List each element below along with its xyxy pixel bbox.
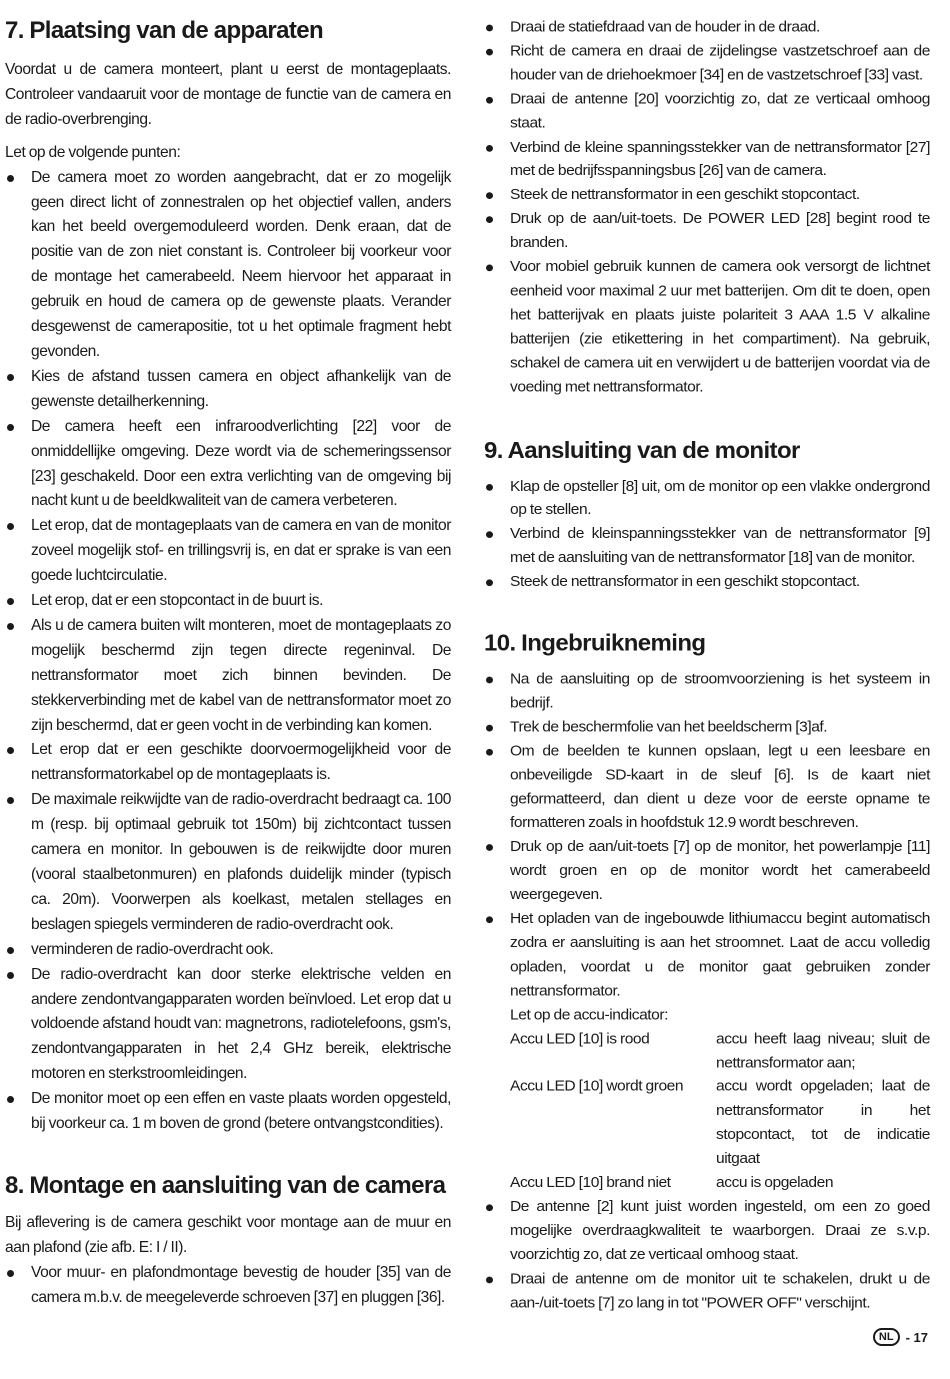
- language-badge: NL: [873, 1328, 900, 1346]
- section-7-intro: Voordat u de camera monteert, plant u eerst de montageplaats. Controleer vandaaruit voor de montage de functie van de camera en de radio-overbrenging.: [5, 61, 451, 128]
- bullet-icon: [486, 1276, 493, 1283]
- bullet-icon: [7, 623, 14, 630]
- bullet-icon: [7, 1270, 14, 1277]
- section-10-list: [484, 668, 930, 1004]
- bullet-icon: [7, 947, 14, 954]
- bullet-icon: [7, 1096, 14, 1103]
- list-item: De maximale reikwijdte van de radio-overdracht bedraagt ca. 100 m (resp. bij optimaal gebruik tot 150m) bij zichtcontact tussen camera en monitor. In gebouwen is de reikwijdte door muren (vooral staalbetonmuren) en plafonds duidelijk minder (typisch ca. 20m). Voorwerpen als koelkast, metalen stellages en beslagen spiegels verminderen de radio-overdracht ook.: [5, 788, 451, 937]
- bullet-icon: [486, 725, 493, 732]
- bullet-icon: [486, 193, 493, 200]
- list-item: Draai de antenne [20] voorzichtig zo, dat ze verticaal omhoog staat.: [484, 88, 930, 136]
- list-item: Verbind de kleine spanningsstekker van de nettransformator [27] met de bedrijfsspanningsbus [26] van de camera.: [484, 136, 930, 184]
- accu-indicator-table: [484, 1004, 930, 1196]
- section-8-heading: 8. Montage en aansluiting van de camera: [5, 1171, 446, 1199]
- section-7-note: Let op de volgende punten:: [5, 143, 181, 161]
- list-item: De antenne [2] kunt juist worden ingesteld, om een zo goed mogelijke overdraagkwaliteit te waarborgen. Draai ze s.v.p. voorzichtig zo, dat ze verticaal omhoog staat.: [484, 1196, 930, 1268]
- list-item: Om de beelden te kunnen opslaan, legt u een leesbare en onbeveiligde SD-kaart in de sleuf [6]. Is de kaart niet geformatteerd, dan dient u deze voor de eerste opname te formatteren zoals in hoofdstuk 12.9 wordt beschreven.: [484, 740, 930, 836]
- left-column: [5, 16, 451, 1311]
- page-number: - 17: [905, 1329, 928, 1345]
- bullet-icon: [7, 523, 14, 530]
- bullet-icon: [486, 532, 493, 539]
- list-item: De radio-overdracht kan door sterke elektrische velden en andere zendontvangapparaten worden beïnvloed. Let erop dat u voldoende afstand houdt van: magnetrons, radiotelefoons, gsm's, zendontvangapparaten in het 2,4 GHz bereik, elektrische motoren en sterkstroomleidingen.: [5, 963, 451, 1088]
- list-item: Richt de camera en draai de zijdelingse vastzetschroef aan de houder van de driehoekmoer [34] en de vastzetschroef [33] vast.: [484, 40, 930, 88]
- bullet-icon: [7, 374, 14, 381]
- list-item: Na de aansluiting op de stroomvoorziening is het systeem in bedrijf.: [484, 668, 930, 716]
- section-7-heading: 7. Plaatsing van de apparaten: [5, 17, 324, 44]
- list-item: Steek de nettransformator in een geschikt stopcontact.: [484, 184, 930, 208]
- right-column: [484, 16, 930, 1316]
- list-item: De monitor moet op een effen en vaste plaats worden opgesteld, bij voorkeur ca. 1 m boven de grond (betere ontvangstcondities).: [5, 1087, 451, 1137]
- section-7-list: [5, 166, 451, 1137]
- list-item: Steek de nettransformator in een geschikt stopcontact.: [484, 571, 930, 595]
- bullet-icon: [7, 175, 14, 182]
- section-8-intro: Bij aflevering is de camera geschikt voor montage aan de muur en aan plafond (zie afb. E: I / II).: [5, 1213, 451, 1256]
- list-item: Draai de antenne om de monitor uit te schakelen, drukt u de aan-/uit-toets [7] zo lang in tot "POWER OFF" verschijnt.: [484, 1268, 930, 1316]
- bullet-icon: [486, 579, 493, 586]
- list-item: Verbind de kleinspanningsstekker van de nettransformator [9] met de aansluiting van de nettransformator [18] van de monitor.: [484, 523, 930, 571]
- list-item: Voor mobiel gebruik kunnen de camera ook versorgt de lichtnet eenheid voor maximal 2 uur met batterijen. Om dit te doen, open het batterijvak en plaats juiste polariteit 3 AAA 1.5 V alkaline batterijen (zie etikettering in het compartiment). Na gebruik, schakel de camera uit en verwijdert u de batterijen voordat via de voeding met nettransformator.: [484, 256, 930, 400]
- list-item: Als u de camera buiten wilt monteren, moet de montageplaats zo mogelijk beschermd zijn tegen directe regeninval. De nettransformator moet zich binnen bevinden. De stekkerverbinding met de kabel van de nettransformator moet zo zijn beschermd, dat er geen vocht in de verbinding kan komen.: [5, 614, 451, 739]
- bullet-icon: [7, 747, 14, 754]
- list-item: Druk op de aan/uit-toets. De POWER LED [28] begint rood te branden.: [484, 208, 930, 256]
- bullet-icon: [7, 972, 14, 979]
- list-item: De camera moet zo worden aangebracht, dat er zo mogelijk geen direct licht of zonnestralen op het objectief vallen, anders kan het beeld overgemoduleerd worden. Denk eraan, dat de positie van de zon niet constant is. Controleer bij voorkeur voor de montage het camerabeeld. Neem hiervoor het apparaat in gebruik en houd de camera op de gewenste plaats. Verander desgewenst de camerapositie, tot u het optimale fragment hebt gevonden.: [5, 166, 451, 365]
- section-9-list: [484, 475, 930, 595]
- list-item: Voor muur- en plafondmontage bevestig de houder [35] van de camera m.b.v. de meegeleverde schroeven [37] en pluggen [36].: [5, 1261, 451, 1311]
- section-10-list-b: [484, 1196, 930, 1316]
- bullet-icon: [486, 677, 493, 684]
- bullet-icon: [486, 97, 493, 104]
- section-10-heading: 10. Ingebruikneming: [484, 630, 706, 657]
- bullet-icon: [486, 25, 493, 32]
- bullet-icon: [486, 145, 493, 152]
- bullet-icon: [7, 424, 14, 431]
- bullet-icon: [486, 49, 493, 56]
- section-8-list: [5, 1261, 451, 1311]
- list-item: De camera heeft een infraroodverlichting [22] voor de onmiddellijke omgeving. Deze wordt via de schemeringssensor [23] geschakeld. Door een extra verlichting van de omgeving bij nacht kunt u de beeldkwaliteit van de camera verbeteren.: [5, 415, 451, 515]
- list-item: Druk op de aan/uit-toets [7] op de monitor, het powerlampje [11] wordt groen en op de monitor wordt het camerabeeld weergegeven.: [484, 836, 930, 908]
- accu-row: Accu LED [10] brand niet accu is opgeladen: [510, 1174, 834, 1191]
- section-8-list-continued: [484, 16, 930, 400]
- accu-intro: Let op de accu-indicator:: [510, 1006, 669, 1024]
- bullet-icon: [486, 1204, 493, 1211]
- list-item: Het opladen van de ingebouwde lithiumaccu begint automatisch zodra er aansluiting is aan het stroomnet. Laat de accu volledig opladen, voordat u de monitor gaat gebruiken zonder nettransformator.: [484, 908, 930, 1004]
- list-item: Kies de afstand tussen camera en object afhankelijk van de gewenste detailherkenning.: [5, 365, 451, 415]
- list-item: Draai de statiefdraad van de houder in de draad.: [484, 16, 930, 40]
- bullet-icon: [486, 484, 493, 491]
- bullet-icon: [486, 749, 493, 756]
- bullet-icon: [7, 797, 14, 804]
- list-item: Let erop dat er een geschikte doorvoermogelijkheid voor de nettransformatorkabel op de montageplaats is.: [5, 738, 451, 788]
- section-9-heading: 9. Aansluiting van de monitor: [484, 437, 800, 464]
- bullet-icon: [486, 845, 493, 852]
- list-item: Let erop, dat de montageplaats van de camera en van de monitor zoveel mogelijk stof- en trillingsvrij is, en dat er sprake is van een goede luchtcirculatie.: [5, 514, 451, 589]
- page-footer: [873, 1328, 928, 1346]
- bullet-icon: [7, 598, 14, 605]
- list-item: Trek de beschermfolie van het beeldscherm [3]af.: [484, 716, 930, 740]
- list-item: Let erop, dat er een stopcontact in de buurt is.: [5, 589, 451, 614]
- bullet-icon: [486, 217, 493, 224]
- list-item: Klap de opsteller [8] uit, om de monitor op een vlakke ondergrond op te stellen.: [484, 475, 930, 523]
- accu-row: Accu LED [10] wordt groen accu wordt opgeladen; laat de nettransformator in het stopcontact, tot de indicatie uitgaat: [510, 1078, 930, 1167]
- accu-row: Accu LED [10] is rood accu heeft laag niveau; sluit de nettransformator aan;: [510, 1030, 930, 1071]
- list-item: verminderen de radio-overdracht ook.: [5, 938, 451, 963]
- bullet-icon: [486, 265, 493, 272]
- bullet-icon: [486, 916, 493, 923]
